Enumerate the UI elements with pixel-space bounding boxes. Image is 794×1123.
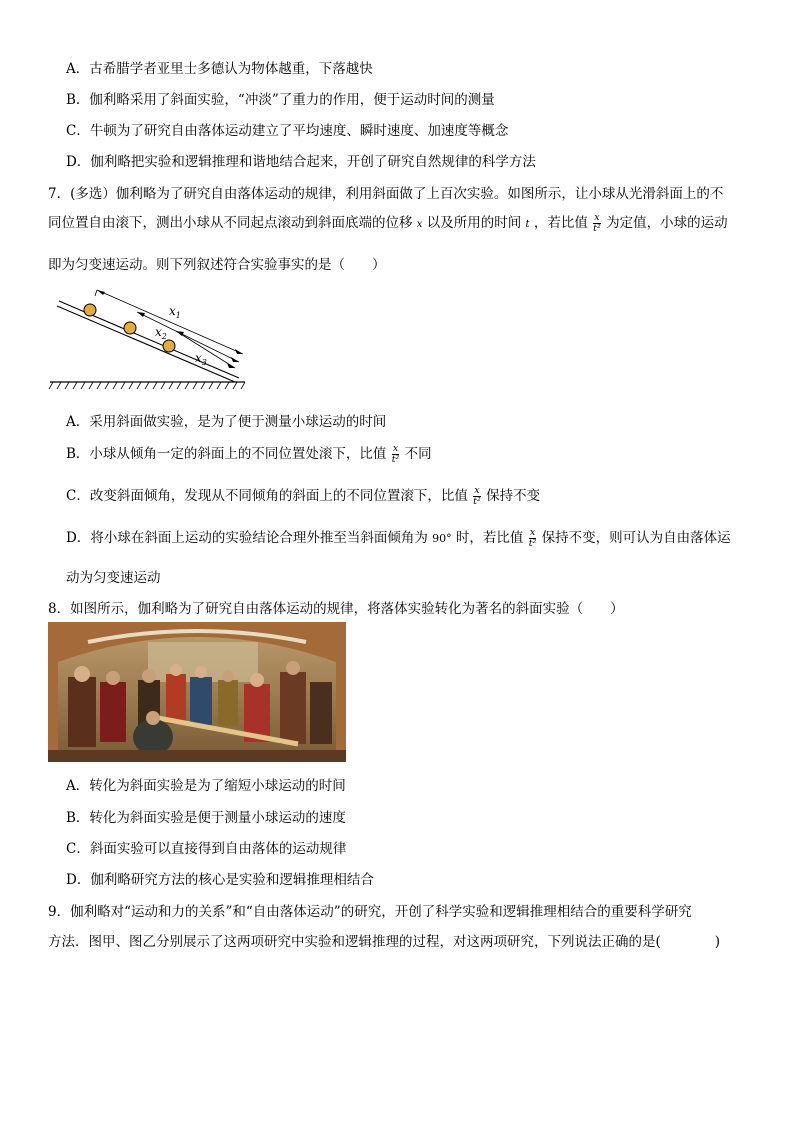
q7-option-b <box>66 442 432 465</box>
incline-figure <box>45 282 255 392</box>
q6-option-c: C．牛顿为了研究自由落体运动建立了平均速度、瞬时速度、加速度等概念 <box>66 123 509 139</box>
fraction-numerator: x <box>594 212 600 223</box>
q7-option-d-line2: 动为匀变速运动 <box>66 570 161 586</box>
q8-option-d: D．伽利略研究方法的核心是实验和逻辑推理相结合 <box>66 872 374 888</box>
fraction-numerator: x <box>529 527 536 538</box>
q7-ratio-fraction <box>392 444 400 465</box>
q7-stem-line2 <box>48 211 728 234</box>
x1-label: $x_1$ <box>169 304 181 320</box>
q8-option-c: C．斜面实验可以直接得到自由落体的运动规律 <box>66 841 347 857</box>
q7-stem-line1: 7．(多选）伽利略为了研究自由落体运动的规律，利用斜面做了上百次实验。如图所示，让小球从光滑斜面上的不 <box>48 186 724 202</box>
q9-stem-line1: 9．伽利略对“运动和力的关系”和“自由落体运动”的研究，开创了科学实验和逻辑推理相结合的重要科学研究 <box>48 904 692 920</box>
fraction-numerator: x <box>392 443 399 454</box>
q7-ratio-fraction <box>593 213 601 234</box>
q9-stem-line2: 方法．图甲、图乙分别展示了这两项研究中实验和逻辑推理的过程，对这两项研究，下列说法正确的是( ) <box>48 934 721 950</box>
q7-ratio-fraction <box>529 528 537 549</box>
q7-option-c-text: C．改变斜面倾角，发现从不同倾角的斜面上的不同位置滚下，比值 <box>66 488 468 504</box>
x2-arrow <box>137 312 239 362</box>
fraction-denominator: t² <box>593 223 601 234</box>
q6-option-d: D．伽利略把实验和逻辑推理和谐地结合起来，开创了研究自然规律的科学方法 <box>66 154 536 170</box>
q7-stem-text-b: 以及所用的时间 <box>426 215 522 231</box>
q7-option-d-angle: 90° <box>432 532 452 545</box>
q7-option-d-text3: 保持不变，则可认为自由落体运 <box>541 530 731 546</box>
galileo-painting-image <box>48 622 346 762</box>
x2-label: $x_2$ <box>155 325 167 341</box>
q7-option-c-tail: 保持不变 <box>486 488 541 504</box>
x3-label: $x_3$ <box>195 351 207 367</box>
q7-option-d-text2: 时，若比值 <box>455 530 524 546</box>
q8-option-a: A．转化为斜面实验是为了缩短小球运动的时间 <box>66 778 346 794</box>
q7-stem-text-d: 为定值，小球的运动 <box>606 215 728 231</box>
q8-option-b: B．转化为斜面实验是便于测量小球运动的速度 <box>66 810 346 826</box>
fraction-numerator: x <box>474 485 480 496</box>
q7-stem-text-c: ，若比值 <box>533 215 588 231</box>
ball <box>84 304 96 316</box>
q7-stem-line3: 即为匀变速运动。则下列叙述符合实验事实的是（ ） <box>48 257 386 273</box>
q7-ratio-fraction <box>473 486 481 507</box>
q6-option-b: B．伽利略采用了斜面实验，“冲淡”了重力的作用，便于运动时间的测量 <box>66 92 495 108</box>
q8-stem: 8．如图所示，伽利略为了研究自由落体运动的规律，将落体实验转化为著名的斜面实验（ ） <box>48 601 624 617</box>
ground-hatching <box>49 382 245 389</box>
q7-option-c <box>66 484 540 507</box>
ball <box>163 340 175 352</box>
q7-stem-text-a: 同位置自由滚下，测出小球从不同起点滚动到斜面底端的位移 <box>48 215 413 231</box>
q7-option-b-text: B．小球从倾角一定的斜面上的不同位置处滚下，比值 <box>66 446 387 462</box>
q7-option-d-text: D．将小球在斜面上运动的实验结论合理外推至当斜面倾角为 <box>66 530 428 546</box>
ball <box>124 322 136 334</box>
fraction-denominator: t² <box>473 496 481 507</box>
q7-option-d <box>66 526 731 549</box>
q7-option-a: A．采用斜面做实验，是为了便于测量小球运动的时间 <box>66 414 387 430</box>
fraction-denominator: t² <box>528 538 537 549</box>
fraction-denominator: t² <box>391 454 400 465</box>
q7-option-b-tail: 不同 <box>404 446 432 462</box>
q7-var-x: x <box>416 219 423 230</box>
incline-surface <box>57 306 235 382</box>
q6-option-a: A．古希腊学者亚里士多德认为物体越重，下落越快 <box>66 61 373 77</box>
q7-var-t: t <box>525 219 530 230</box>
